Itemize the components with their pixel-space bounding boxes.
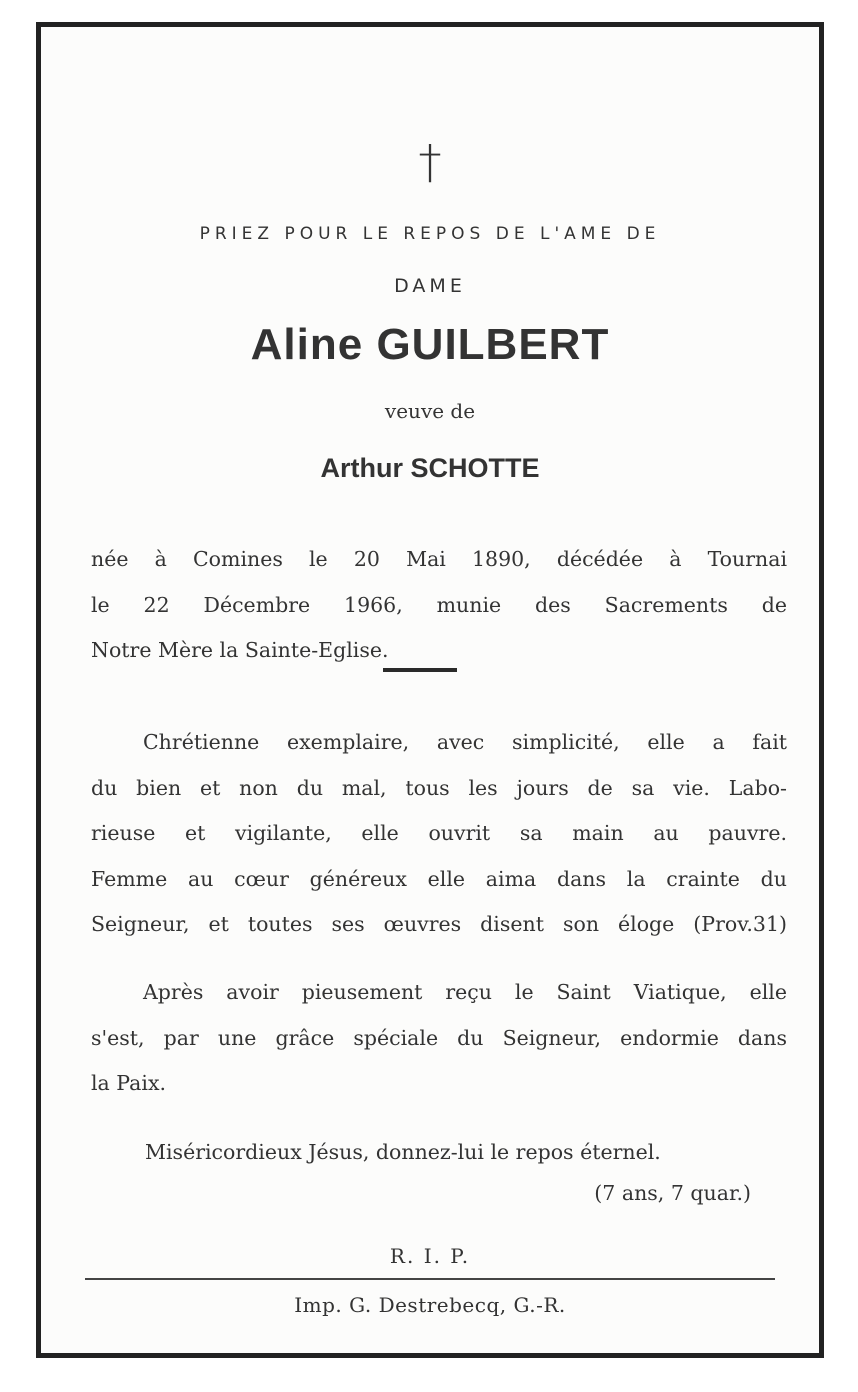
paragraph-line: s'est, par une grâce spéciale du Seigneur, endormie dans xyxy=(91,1025,787,1050)
paragraph-line: Après avoir pieusement reçu le Saint Viatique, elle xyxy=(143,980,787,1004)
imprint-rule xyxy=(85,1278,775,1280)
paragraph-line: du bien et non du mal, tous les jours de sa vie. Labo- xyxy=(91,775,787,800)
spouse-name: Arthur SCHOTTE xyxy=(320,453,540,483)
title-prefix: DAME xyxy=(394,275,466,297)
memorial-card xyxy=(36,22,824,1358)
paragraph-line: Seigneur, et toutes ses œuvres disent son éloge (Prov.31) xyxy=(91,912,787,936)
prayer-text: Miséricordieux Jésus, donnez-lui le repos éternel. xyxy=(145,1140,661,1164)
cross-icon: † xyxy=(418,135,442,189)
paragraph-line: Notre Mère la Sainte-Eglise. xyxy=(91,638,389,662)
paragraph-line: née à Comines le 20 Mai 1890, décédée à Tournai xyxy=(91,547,787,571)
relation-label: veuve de xyxy=(384,399,476,423)
birth-death-paragraph xyxy=(91,537,787,674)
paragraph-line: rieuse et vigilante, elle ouvrit sa main au pauvre. xyxy=(91,821,787,845)
pray-line: PRIEZ POUR LE REPOS DE L'AME DE xyxy=(199,224,661,244)
indulgence-note: (7 ans, 7 quar.) xyxy=(594,1181,751,1205)
paragraph-line: la Paix. xyxy=(91,1071,167,1095)
eulogy-paragraph xyxy=(91,720,787,948)
paragraph-line: Femme au cœur généreux elle aima dans la crainte du xyxy=(91,866,787,891)
paragraph-line: Chrétienne exemplaire, avec simplicité, elle a fait xyxy=(143,730,787,754)
divider xyxy=(383,668,457,672)
printer-imprint: Imp. G. Destrebecq, G.-R. xyxy=(294,1293,566,1317)
rip-closing: R. I. P. xyxy=(389,1244,471,1268)
paragraph-line: le 22 Décembre 1966, munie des Sacrements de xyxy=(91,592,787,617)
last-rites-paragraph xyxy=(91,970,787,1107)
deceased-name: Aline GUILBERT xyxy=(250,320,610,369)
